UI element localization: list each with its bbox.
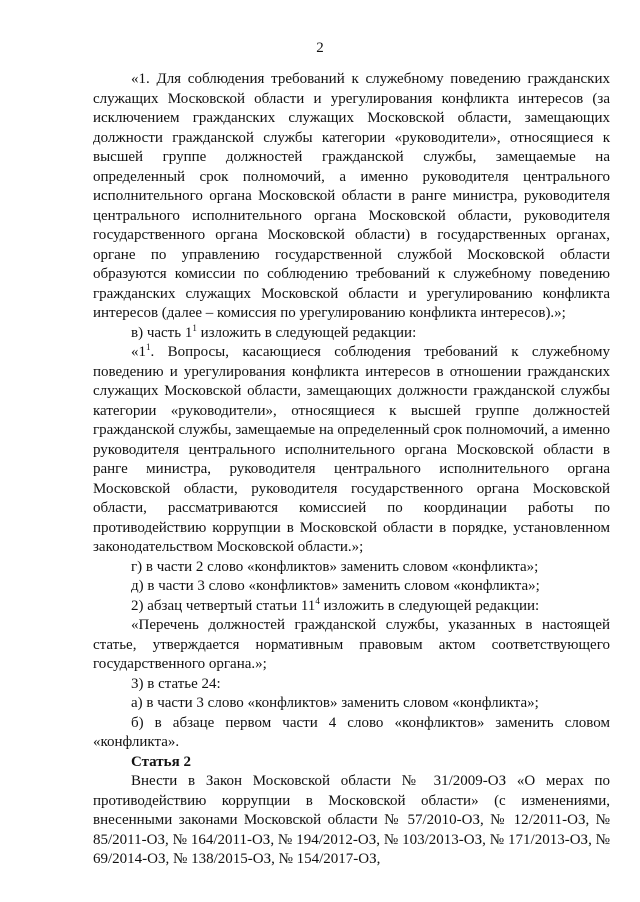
superscript: 4 bbox=[315, 595, 320, 606]
text-fragment: «1 bbox=[131, 344, 146, 360]
text-fragment: . Вопросы, касающиеся соблюдения требований к служебному поведению и урегулирования конфликта интересов в отношении гражданских служащих Московской области, замещающих должности гражданской службы категории «руководители», относящиеся к высшей группе должностей гражданской службы, замещаемые на определенный срок полномочий, а именно руководителя центрального исполнительного органа Московской области в ранге министра, руководителя центрального исполнительного органа Московской области, руководителя государственного органа Московской области, рассматриваются комиссией по координации работы по противодействию коррупции в Московской области в порядке, установленном законодательством Московской области.»; bbox=[93, 344, 610, 555]
text-fragment: 2) абзац четвертый статьи 11 bbox=[131, 597, 316, 614]
page-number: 2 bbox=[316, 40, 324, 56]
paragraph-item-v bbox=[93, 324, 610, 344]
paragraph-article-2: Внести в Закон Московской области № 31/2009-ОЗ «О мерах по противодействию коррупции в Московской области» (с изменениями, внесенными законами Московской области № 57/2010-ОЗ, № 12/2011-ОЗ, № 85/2011-ОЗ, № 164/2011-ОЗ, № 194/2012-ОЗ, № 103/2013-ОЗ, № 171/2013-ОЗ, № 69/2014-ОЗ, № 138/2015-ОЗ, № 154/2017-ОЗ, bbox=[93, 773, 610, 867]
superscript: 1 bbox=[192, 322, 197, 333]
text-fragment: изложить в следующей редакции: bbox=[196, 324, 417, 341]
paragraph-item-g: г) в части 2 слово «конфликтов» заменить словом «конфликта»; bbox=[131, 558, 539, 575]
document-body bbox=[93, 70, 610, 870]
paragraph-item-a: а) в части 3 слово «конфликтов» заменить словом «конфликта»; bbox=[131, 695, 539, 711]
text-fragment: изложить в следующей редакции: bbox=[319, 597, 540, 614]
text-fragment: в) часть 1 bbox=[131, 324, 193, 341]
article-heading: Статья 2 bbox=[131, 753, 191, 770]
paragraph-clause-1: «1. Для соблюдения требований к служебному поведению гражданских служащих Московской области и урегулирования конфликта интересов (за исключением гражданских служащих Московской области, замещающих должности гражданской службы категории «руководители», относящиеся к высшей группе должностей гражданской службы, замещаемые на определенный срок полномочий, а именно руководителя центрального исполнительного органа Московской области в ранге министра, руководителя центрального исполнительного органа Московской области, руководителя государственного органа Московской области) в государственных органах, органе по управлению государственной службой Московской области образуются комиссии по соблюдению требований к служебному поведению гражданских служащих Московской области и урегулированию конфликта интересов (далее – комиссия по урегулированию конфликта интересов).»; bbox=[93, 71, 610, 321]
paragraph-quote: «Перечень должностей гражданской службы, указанных в настоящей статье, утверждается нормативным правовым актом соответствующего государственного органа.»; bbox=[93, 617, 610, 672]
paragraph-item-3: 3) в статье 24: bbox=[131, 675, 221, 692]
paragraph-clause-1-1 bbox=[93, 343, 610, 558]
paragraph-item-2 bbox=[93, 597, 610, 617]
paragraph-item-d: д) в части 3 слово «конфликтов» заменить словом «конфликта»; bbox=[131, 578, 540, 594]
superscript: 1 bbox=[146, 342, 151, 352]
paragraph-item-b: б) в абзаце первом части 4 слово «конфликтов» заменить словом «конфликта». bbox=[93, 714, 610, 750]
